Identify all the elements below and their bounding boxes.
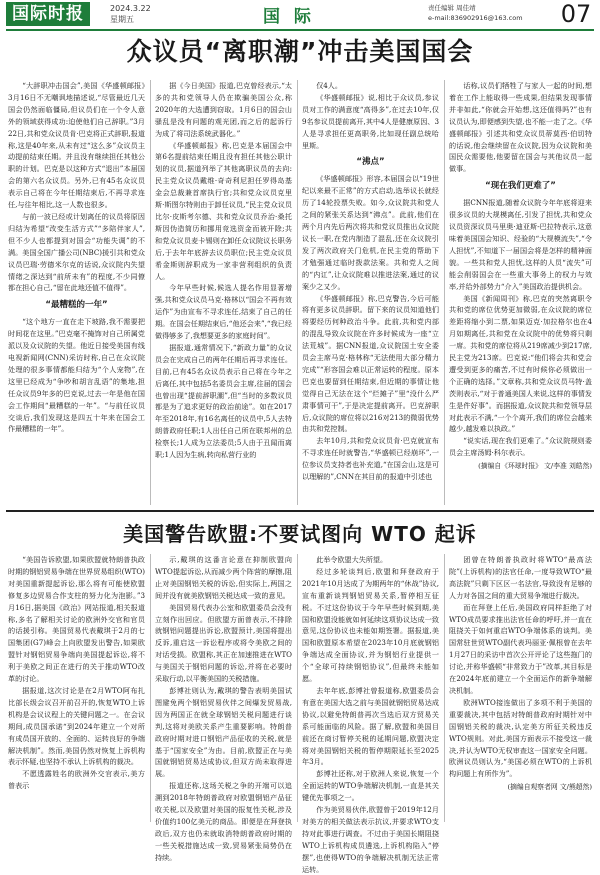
paragraph: “大辞职冲击国会”,美国《华盛顿邮报》3月16日不无嘲讽地描述说,“尽管最近几天国会仍然面临僵局,但议员们在一个令人意外的领域获得成功:迫使他们自己辞职。”3月22日,共和党众议员肯·巴克将正式辞职,报道称,这是40年来,从未有过“这么多”众议员主动提前结束任期。并且没有继续担任其他公职的计划。巴克是以这种方式“退出”本届国会的第六名众议员。另外,已有45名众议员表示自己将在今年任期结束后,不再寻求连任,与往年相比,这一人数也很多。 [8, 81, 145, 210]
editor-email: e-mail:836902916@163.com [428, 14, 523, 22]
paragraph: “美国告诉欧盟,如果欧盟就特朗普执政时期的钢铝贸易争端在世界贸易组织(WTO)对美国重新提起诉讼,那么将有可能使欧盟修复多边贸易合作支柱的努力化为泡影。”3月16日,据美国《政治》网站报道,相关报道称,多名了解相关讨论的欧洲外交官和官员的话援引称。美国贸易代表戴琪于2月的七国集团(G7)峰会上向欧盟发出警告,如果欧盟针对钢铝贸易争端向美国提起诉讼,将不利于美欧之间正在进行的关于推动WTO改革的讨论。 [8, 555, 145, 684]
paragraph: 据报道,这次讨论是在2月WTO阿布扎比部长级会议召开前召开的,恢复WTO上诉机构是会议议程上的关键问题之一。在会议期间,成员国承诺“到2024年建立一个对所有成员国开放的、全面的、运转良好的争端解决机制”。然而,美国仍然对恢复上诉机构表示怀疑,也坚持不承认上诉机构的裁决。 [8, 685, 145, 767]
paragraph: 话称,议员们牺牲了与家人一起的时间,想着在工作上能取得一些成果,但结果发现事情并非如此,“你就会开始想,这还值得吗?”也有议员认为,即便感到失望,也不能一走了之。《华盛顿邮报》引述共和党众议员蒂莫西·伯切特的话说,他会继续留在众议院,因为众议院和美国民众需要他,他要留在国会与其他议员一起做事。 [449, 81, 592, 174]
article1-column-3 [302, 80, 439, 505]
paragraph: 经过多轮谈判后,欧盟和拜登政府于2021年10月达成了为期两年的“休战”协议,宣布重新谈判钢铝贸易关系,暂停相互征税。不过这份协议于今年早些时候到期,美国和欧盟没能就如何延续这项协议达成一致意见,这份协议也未能如期签署。据报道,美国和欧盟原本希望在2023年10月底就钢铝争端达成全面协议,并为钢铝行业提供一个“全球可持续钢铝协议”,但最终未能如愿。 [302, 566, 439, 684]
issue-date-block [110, 3, 151, 25]
issue-date: 2024.3.22 [110, 4, 151, 13]
issue-weekday: 星期五 [110, 15, 134, 24]
column-divider [444, 554, 445, 822]
paragraph: 《华盛顿邮报》说,相比于众议员,参议员对工作的满意度“高得多”,在过去10年,仅9名参议员提前离开,其中4人是健康原因、3人是寻求担任更高职务,比如现任副总统哈里斯。 [302, 92, 439, 150]
paragraph: 与前一波已经或计划离任的议员将原因归结为希望“改变生活方式”“多陪伴家人”,但不少人也都提到对国会“功能失调”的不满。美国全国广播公司(NBC)援引共和党众议员巴瑞·劳德米尔克的话说,众议院内失望情绪之深达到“前所未有”的程度,不少同僚都在担心自己,“留在此地还值不值得”。 [8, 211, 145, 293]
paragraph: 去年年底,彭博社曾报道称,欧盟委员会有意在美国大选之前与美国就钢铝贸易达成协议,以避免特朗普再次当选后双方贸易关系可能面临的风险。据了解,欧盟和美国目前还在商讨暂停关税的延期问题,欧盟决定将对美国钢铝关税的暂停期限延长至2025年3月。 [302, 685, 439, 767]
paragraph: 美国贸易代表办公室和欧盟委员会没有立刻作出回应。但欧盟方面曾表示,不排除就钢铝问题提出诉讼,欧盟预计,美国将提出反诉,重启这一诉讼程序或将令美欧之间的对话受损。欧盟称,其正在加速推进在WTO与美国关于钢铝问题的诉讼,并将在必要时采取行动,以平衡美国的关税措施。 [155, 602, 292, 684]
paragraph: 据《今日美国》报道,巴克曾经表示,“太多的共和党领导人仍在欺骗美国公众,称2020年的大选遭到窃取。1月6日的国会山骚乱是没有问题的观光团,而之后的起诉行为成了将司法系统武器化。” [155, 81, 292, 138]
article1-credit: (摘编自《环球时报》 文/李准 刘皓然) [478, 462, 592, 471]
article2-headline: 美国警告欧盟:不要试图向 WTO 起诉 [123, 522, 477, 546]
paragraph: 今年早些时候,候选人提名作用显著增强,共和党众议员马克·格林以“国会不再有效运作”为由宣布不寻求连任,结束了自己的任期。在国会任期结束后,“他还会来”,“我已经做得够多了,我想要更多的家庭时间”。 [155, 283, 292, 341]
page-number: 07 [560, 0, 592, 28]
paragraph: “说实话,现在我们更难了。”众议院规则委员会主席汤姆·科尔表示。 [449, 436, 592, 458]
paragraph: 彭博社还称,对于欧洲人来说,恢复一个全面运转的WTO争端解决机制,一直是其关键优先事项之一。 [302, 769, 439, 803]
article2-column-3 [302, 554, 439, 874]
article2-credit: (摘编自观察者网 文/熊超然) [507, 783, 592, 792]
paragraph: “这个地方一直在走下坡路,我不需要把时间花在这里。”巴克毫不掩饰对自己所属党派以及众议院的失望。他近日接受美国有线电视新闻网(CNN)采访时称,自己在众议院处理的很多事情都能归结为“个人宠物”,在这里已经成为“争吵和胡言乱语”的集地,担任众议员9年多的巴克说,过去一年是他在国会工作期间“最糟糕的一年”。“与前任议员交谈后,我们发现这是四五十年来在国会工作最糟糕的一年”。 [8, 317, 145, 434]
newspaper-logo: 国际时报 [6, 2, 90, 26]
editor-info [428, 3, 523, 23]
paragraph: 去年10月,共和党众议员肯·巴克就宣布不寻求连任时就警告,“华盛顿已经崩坏”,一位参议员支持者也补充道,“在国会山,这是可以理解的”,CNN在其目前的报道中引述也 [302, 436, 439, 482]
paragraph: 此举令欧盟大失所望。 [316, 555, 388, 564]
article1-subhead-3: “现在我们更难了” [485, 181, 556, 192]
paragraph: 不愿透露姓名的欧洲外交官表示,美方曾表示 [8, 769, 145, 791]
paragraph: 据报道,通常情况下,“新政力量”的众议员会在完成自己的两年任期后再寻求连任。目前,已有45名众议员表示自己将在今年之后离任,其中包括5名委员会主席,往届的国会也曾出现“提前辞职潮”,但“当时的多数议员都是为了追求更好的政治前途”。如在2017年至2018年,有16名离任的议员中,5人去特朗普政府任职;1人出任自己所在联邦州的总检察长;1人成为立法委员;5人由于丑闻而离职;1人因为生病,转向私营行业的 [155, 342, 292, 460]
article-separator [6, 510, 594, 512]
paragraph: 《华盛顿邮报》称,巴克是本届国会中第6名提前结束任期且没有担任其他公职计划的议员,据道列举了其他离职议员的去向:民主党众议员戴维·奇奇利尼担任罗得岛基金会总裁兼首席执行官;共和党众议员克里斯·斯图尔特则由于卸任议员,“民主党众议员比尔·皮斯考尔德、共和党众议员乔治·桑托斯因伪造简历和挪用竞选资金而被开除;共和党众议员麦卡锡则在卸任众议院议长职务后,于去年年底辞去议员职位;民主党众议员希金斯则辞职成为一家非营利组织的负责人。 [155, 140, 292, 281]
paragraph: 美国《新闻周刊》称,巴克的突然离职令共和党的席位优势更加微弱,在众议院的席位差距将缩小到二票,如果迈克·加拉格尔也在4月如期离任,共和党在众议院中的优势将只剩一席。共和党的席位将从219席减少到217席,民主党为213席。巴克说:“他们将会共和党会遭受到更多的痛苦,不过有时候你必须做出一个正确的选择。”文章称,共和党众议员马特·盖茨则表示,“对于普通美国人来说,这样的事情发生是件好事”。而据报道,众议院共和党领导层对此表示不满,“一个个离开,我们的席位会越来越少,越发难以执政。” [449, 293, 592, 434]
column-divider [297, 554, 298, 822]
paragraph: 欧洲WTO接连做出了多项不利于美国的重要裁决,其中包括对特朗普政府时期针对中国钢铝关税的裁决,认定美方所征关税违反WTO规则。对此,美国方面表示不接受这一裁决,并认为WTO无权审查这一国家安全问题。欧洲议员则认为,“美国必须在WTO的上诉机构问题上有所作为”。 [449, 697, 592, 779]
paragraph: 团曾在特朗普执政时将WTO“最高法院”(上诉机构)的法官任命,一度导致WTO“最高法院”只剩下区区一名法官,导致没有足够的人力对各国之间的重大贸易争端进行裁决。 [449, 555, 592, 600]
column-divider [150, 80, 151, 505]
article1-headline: 众议员“离职潮”冲击美国国会 [126, 37, 474, 66]
paragraph: 《华盛顿邮报》形容,本届国会以“19世纪以来最不正常”的方式启动,选举议长就经历了14轮投票失败。如今,众议院共和党人之间的紧张关系达到“沸点”。此前,他们在两个月内先后两次将共和党议员推出众议院议长一职,在党内制造了混乱,还在众议院引发了两次政府关门危机,在民主党的帮助下才勉强通过临时拨款法案。共和党人之间的“内讧”,让众议院难以推进法案,通过的议案少之又少。 [302, 174, 439, 291]
paragraph: 据CNN报道,随着众议院今年年底将迎来很多议员的大规模离任,引发了担忧,共和党众议员资深议员马里奥·迪亚斯-巴拉特表示,这意味着美国国会知识、经验的“大规模流失”,“令人担忧”,不知道下一届国会将是怎样的精神面貌。一些共和党人担忧,这样的人员“流失”可能会削弱国会在一些重大事务上的权力与效率,并给外部势力“介入”美国政治提供机会。 [449, 198, 592, 291]
article1-column-4 [449, 80, 592, 505]
article1-column-1 [8, 80, 145, 505]
paragraph: 报道还称,这场关税之争的开端可以追溯到2018年特朗普政府对欧盟钢铝产品征收关税,以及欧盟对美国的报复性关税,涉及价值约100亿美元的商品。即便是在拜登执政后,双方也仍未就取消特朗普政府时期的一些关税措施达成一致,贸易紧张局势仍在持续。 [155, 781, 292, 862]
article1-column-2 [155, 80, 292, 505]
paragraph: 仅4人。 [316, 81, 342, 90]
section-name: 国 际 [263, 7, 315, 27]
paragraph: 作为美贸易伙伴,欧盟曾于2019年12月对美方的相关做法表示抗议,并要求WTO支持对此事进行调查。不过由于美国长期阻挠WTO上诉机构成员遴选,上诉机构陷入“停摆”,也使得WTO的争端解决机制无法正常运转。 [302, 805, 439, 874]
column-divider [297, 80, 298, 505]
article1-subhead-1: “最糟糕的一年” [45, 300, 108, 311]
column-divider [150, 554, 151, 822]
masthead-divider [6, 29, 594, 31]
paragraph: 而在拜登上任后,美国政府同样拒绝了对WTO成员要求推出法官任命的呼吁,并一直在阻挠关于如何重启WTO争端体系的谈判。美国常驻世贸WTO副代表玛丽亚·佩根曾在去年1月27日的采访中首次公开评论了这些拖门的讨论,并称华盛顿“非常致力于”改革,其目标是在2024年底前建立一个全面运作的新争端解决机制。 [449, 602, 592, 695]
masthead [0, 0, 600, 30]
column-divider [444, 80, 445, 505]
editor-name: 责任编辑 周佳靖 [428, 4, 476, 12]
paragraph: 彭博社则认为,戴琪的警告表明美国试图避免两个钢铝贸易伙伴之间爆发贸易战,因为两国正在就全球钢铝关税问题进行谈判,这将对美欧关系产生重要影响。特朗普政府时期对进口钢铝产品征收的关税,就是基于“国家安全”为由。目前,欧盟正在与美国就钢铝贸易达成协议,但双方尚未取得进展。 [155, 685, 292, 779]
article1-subhead-2: “沸点” [356, 157, 385, 168]
article2-column-1 [8, 554, 145, 822]
paragraph: 示,戴琪的这番言论意在抑制欧盟向WTO提起诉讼,从而减少两个阵营的摩擦,阻止对美国钢铝关税的诉讼,但实际上,两国之间并没有就美欧钢铝关税达成一致的意见。 [155, 555, 292, 600]
paragraph: 《华盛顿邮报》称,巴克警告,今后可能将有更多议员辞职。留下来的议员知道他们将要经历何种政治斗争。此前,共和党内部的混乱导致众议院在许多时候成为一座“立法荒城”。据CNN报道,众议院国土安全委员会主席马克·格林称“无法使用大部分精力完成”“形容国会难以正常运转的程度。原本巴克也要留到任期结束,但近期的事情让他觉得自己无法在这个“烂摊子”里“没什么严肃事情可干”,于是决定提前离开。巴克辞职后,众议院的席位将以216对213的微弱优势由共和党控制。 [302, 293, 439, 434]
article2-column-4 [449, 554, 592, 822]
article2-column-2 [155, 554, 292, 862]
